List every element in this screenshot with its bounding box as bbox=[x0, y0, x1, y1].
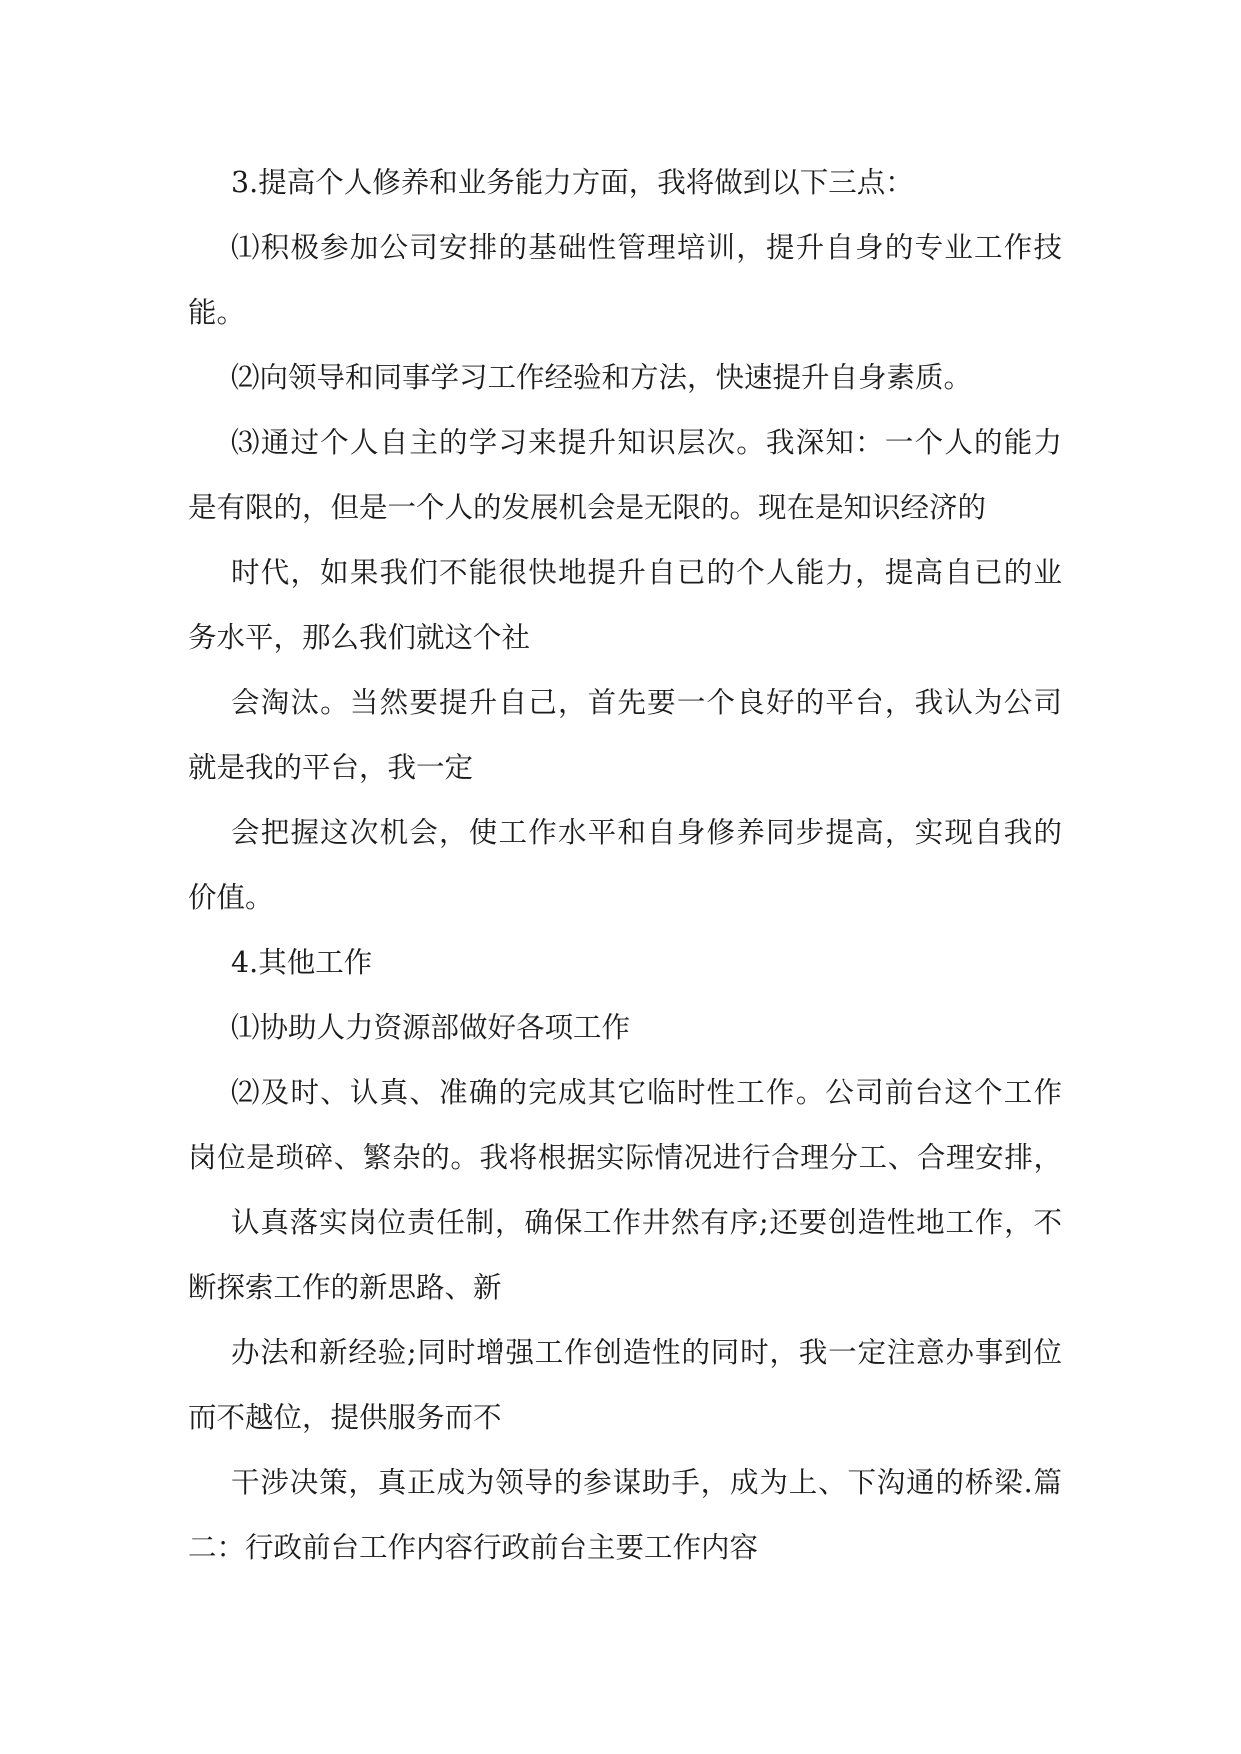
text-line: ⑴积极参加公司安排的基础性管理培训，提升自身的专业工作技 bbox=[231, 231, 1062, 264]
text-line: ⑵及时、认真、准确的完成其它临时性工作。公司前台这个工作 bbox=[231, 1076, 1062, 1109]
text-line: 岗位是琐碎、繁杂的。我将根据实际情况进行合理分工、合理安排， bbox=[188, 1141, 1062, 1174]
text-line: 是有限的，但是一个人的发展机会是无限的。现在是知识经济的 bbox=[188, 491, 987, 524]
section-heading: 4.其他工作 bbox=[231, 946, 373, 979]
text-line: 办法和新经验;同时增强工作创造性的同时，我一定注意办事到位 bbox=[231, 1336, 1062, 1369]
text-line: 会把握这次机会，使工作水平和自身修养同步提高，实现自我的 bbox=[231, 816, 1062, 849]
text-line: ⑶通过个人自主的学习来提升知识层次。我深知：一个人的能力 bbox=[231, 426, 1062, 459]
text-line: 能。 bbox=[188, 296, 246, 329]
text-line: 会淘汰。当然要提升自己，首先要一个良好的平台，我认为公司 bbox=[231, 686, 1062, 719]
text-line: 就是我的平台，我一定 bbox=[188, 751, 474, 784]
text-line: 认真落实岗位责任制，确保工作井然有序;还要创造性地工作，不 bbox=[231, 1206, 1062, 1239]
text-line: 3.提高个人修养和业务能力方面，我将做到以下三点： bbox=[231, 166, 914, 199]
text-line: 价值。 bbox=[188, 881, 274, 914]
text-line: ⑴协助人力资源部做好各项工作 bbox=[231, 1011, 631, 1044]
document-body bbox=[188, 150, 1062, 1580]
text-line: 而不越位，提供服务而不 bbox=[188, 1401, 502, 1434]
text-line: 时代，如果我们不能很快地提升自已的个人能力，提高自已的业 bbox=[231, 556, 1062, 589]
text-line: 务水平，那么我们就这个社 bbox=[188, 621, 531, 654]
text-line: 断探索工作的新思路、新 bbox=[188, 1271, 502, 1304]
text-line: 二：行政前台工作内容行政前台主要工作内容 bbox=[188, 1531, 759, 1564]
text-line: 干涉决策，真正成为领导的参谋助手，成为上、下沟通的桥梁.篇 bbox=[231, 1466, 1062, 1499]
text-line: ⑵向领导和同事学习工作经验和方法，快速提升自身素质。 bbox=[231, 361, 973, 394]
